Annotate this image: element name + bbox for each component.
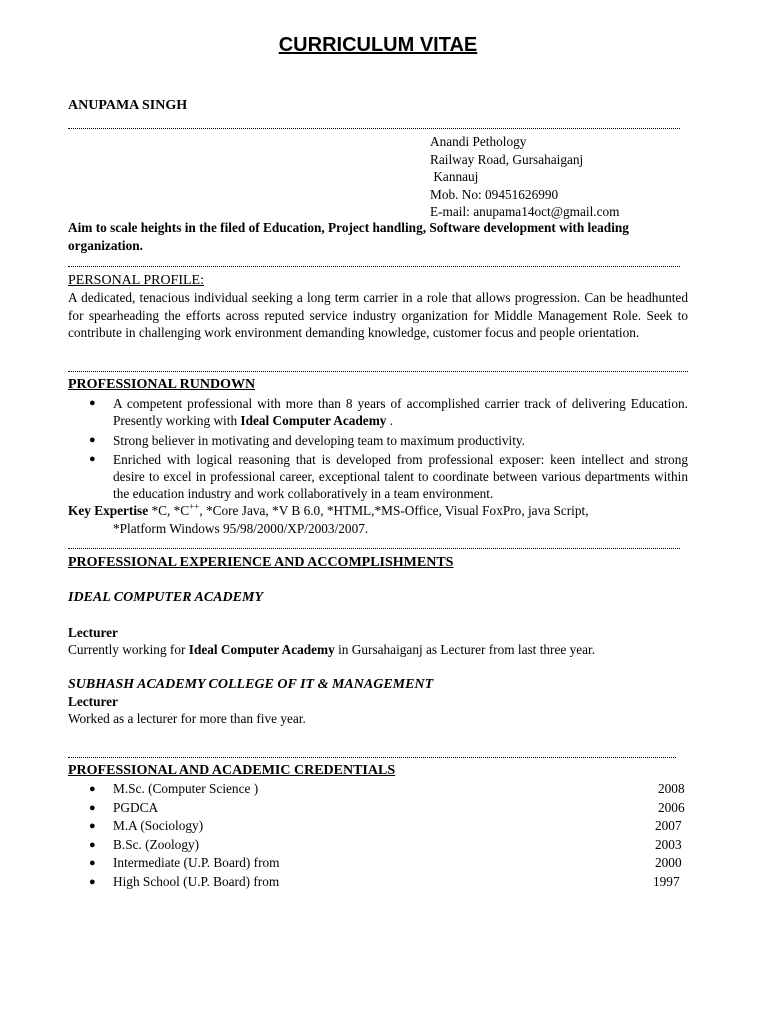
year: 2007 [655,818,682,833]
divider [68,266,680,267]
list-item [68,836,688,855]
qualification: Intermediate (U.P. Board) from [113,855,280,870]
list-item [68,817,688,836]
bullet-icon: ● [89,783,96,795]
credentials-heading: PROFESSIONAL AND ACADEMIC CREDENTIALS [68,763,396,778]
experience-heading: PROFESSIONAL EXPERIENCE AND ACCOMPLISHMENTS [68,555,454,570]
list-item [68,854,688,873]
qualification: M.Sc. (Computer Science ) [113,781,259,796]
address-line: Railway Road, Gursahaiganj [430,151,584,167]
divider [68,128,680,129]
bullet-icon: ● [89,433,96,446]
year: 2003 [655,836,682,852]
year: 2000 [655,855,682,870]
job-description: Worked as a lecturer for more than five year. [68,711,306,726]
company-name: SUBHASH ACADEMY COLLEGE OF IT & MANAGEMENT [68,677,434,692]
phone-number: Mob. No: 09451626990 [430,186,559,202]
qualification: PGDCA [113,799,159,815]
bullet-icon: ● [89,397,96,409]
candidate-name: ANUPAMA SINGH [68,98,188,113]
bullet-icon: ● [89,875,96,888]
divider [68,371,688,372]
list-item: ● Enriched with logical reasoning that is developed from professional exposer: keen intellect and strong desire to excel in professional career, exceptional talent to coordinate between various departments within the education industry and work collaboratively in a team environment. [89,451,688,502]
professional-rundown-heading: PROFESSIONAL RUNDOWN [68,377,256,392]
bullet-icon: ● [89,838,96,851]
bullet-icon: ● [89,857,96,869]
list-item: ● A competent professional with more than 8 years of accomplished carrier track of delivering Education. Presently working with Ideal Computer Academy . [89,396,688,429]
qualification: High School (U.P. Board) from [113,873,280,889]
list-item [68,873,688,892]
document-title: CURRICULUM VITAE [278,34,478,56]
address-line: Anandi Pethology [430,134,527,149]
bullet-icon: ● [89,452,96,465]
company-name: IDEAL COMPUTER ACADEMY [68,590,263,605]
key-expertise-label: Key Expertise [68,503,149,518]
year: 2008 [658,781,685,796]
rundown-list [68,395,688,503]
list-item [68,780,688,799]
job-description: Currently working for Ideal Computer Academy in Gursahaiganj as Lecturer from last three year. [68,642,596,657]
credentials-list [68,780,688,891]
key-expertise: Key Expertise *C, *C++, *Core Java, *V B 6.0, *HTML,*MS-Office, Visual FoxPro, java Script, *Platform Windows 95/98/2000/XP/2003/2007. [68,501,589,536]
job-title: Lecturer [68,694,118,709]
personal-profile-heading: PERSONAL PROFILE: [68,273,205,288]
divider [68,548,680,549]
year: 2006 [658,799,685,815]
email-address: E-mail: anupama14oct@gmail.com [430,204,620,220]
contact-address [430,133,619,221]
year: 1997 [653,873,680,889]
career-objective: Aim to scale heights in the filed of Education, Project handling, Software development with leading organization. [68,220,629,253]
list-item: ● Strong believer in motivating and developing team to maximum productivity. [89,432,526,448]
qualification: B.Sc. (Zoology) [113,836,200,852]
list-item [68,799,688,818]
company-name: Ideal Computer Academy [240,413,387,429]
qualification: M.A (Sociology) [113,818,204,833]
address-line: Kannauj [430,169,479,185]
divider [68,757,676,758]
job-title: Lecturer [68,625,118,640]
personal-profile-text: A dedicated, tenacious individual seeking a long term carrier in a role that allows progression. Can be headhunted for spearheading the efforts across reputed service industry organization for Middle Management Role. Seek to contribute in challenging work environment demanding knowledge, customer focus and people orientation. [68,290,688,341]
bullet-icon: ● [89,801,96,814]
bullet-icon: ● [89,820,96,832]
